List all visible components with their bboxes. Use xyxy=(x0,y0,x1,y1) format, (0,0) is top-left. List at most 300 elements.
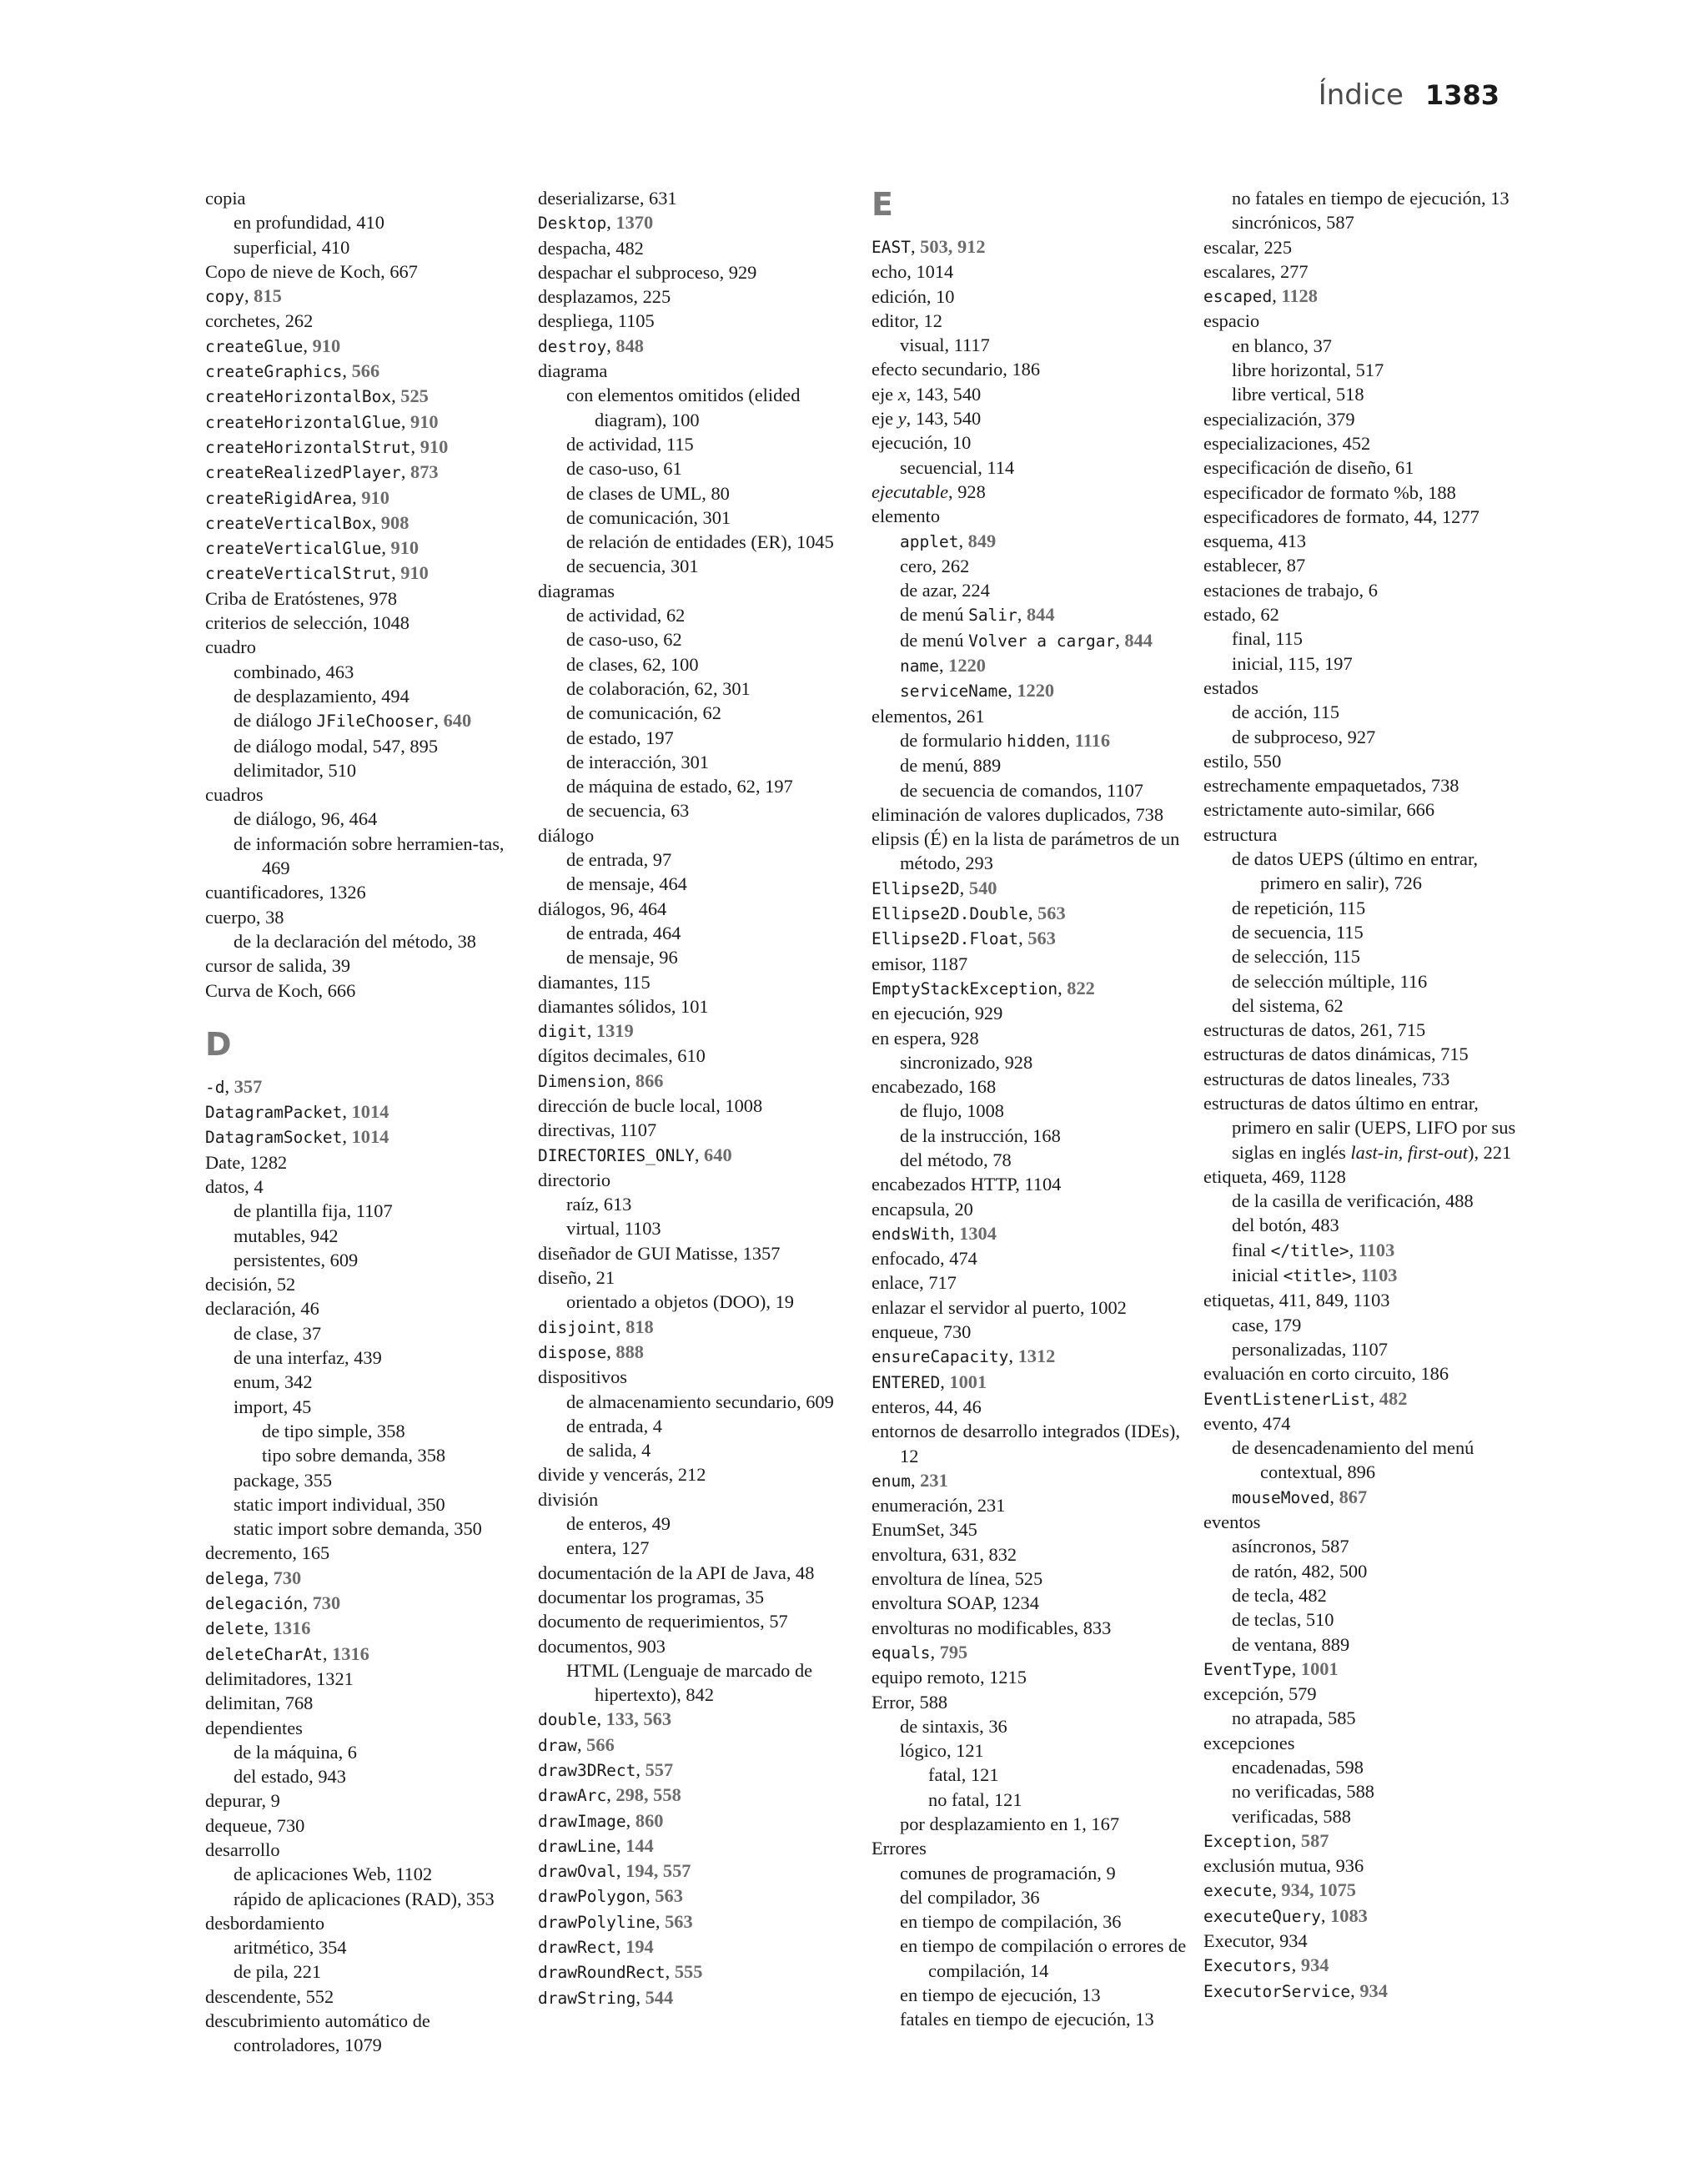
entry-text: de entrada, 464 xyxy=(566,922,681,943)
page-ref-bold: 1128 xyxy=(1281,285,1318,307)
entry-text: del compilador, 36 xyxy=(900,1886,1040,1908)
index-entry: de menú Salir, 844 xyxy=(900,604,1055,626)
index-entry xyxy=(1203,602,1520,626)
entry-text: de selección múltiple, 116 xyxy=(1232,970,1428,992)
index-entry: createGlue, 910 xyxy=(205,334,341,356)
index-entry xyxy=(872,357,1188,381)
index-entry xyxy=(538,1634,855,1658)
index-column-2 xyxy=(538,186,855,2010)
index-entry xyxy=(1203,1534,1520,1558)
page-ref-bold: 482 xyxy=(1379,1387,1408,1409)
entry-text: de sintaxis, 36 xyxy=(900,1715,1007,1737)
entry-text: cuadros xyxy=(205,784,264,806)
page-ref-bold: 587 xyxy=(1300,1829,1329,1851)
index-entry xyxy=(205,1935,522,1959)
index-entry xyxy=(872,1124,1188,1148)
page-ref-bold: 730 xyxy=(273,1567,302,1588)
index-entry xyxy=(538,1290,855,1314)
entry-text: de información sobre herramien-tas, 469 xyxy=(234,832,505,879)
page-ref-bold: 563 xyxy=(655,1885,683,1907)
index-entry xyxy=(538,677,855,701)
index-entry: digit, 1319 xyxy=(538,1020,634,1042)
index-entry xyxy=(538,1094,855,1118)
index-entry xyxy=(538,603,855,627)
index-entry: createHorizontalStrut, 910 xyxy=(205,435,449,457)
entry-text: divide y vencerás, 212 xyxy=(538,1464,706,1486)
entry-text: de entrada, 97 xyxy=(566,849,672,871)
page-ref-bold: 563 xyxy=(1027,928,1056,949)
entry-text: static import individual, 350 xyxy=(234,1493,445,1515)
index-entry xyxy=(205,1199,522,1223)
index-entry xyxy=(538,701,855,725)
index-entry xyxy=(205,832,522,881)
index-entry xyxy=(1203,700,1520,724)
entry-text: documentar los programas, 35 xyxy=(538,1586,765,1607)
index-entry: draw, 566 xyxy=(538,1733,615,1755)
index-entry xyxy=(872,1320,1188,1344)
page-ref-bold: 844 xyxy=(1026,604,1055,626)
index-entry xyxy=(872,1419,1188,1468)
entry-text: descendente, 552 xyxy=(205,1985,334,2007)
index-entry: equals, 795 xyxy=(872,1641,968,1662)
page-ref-bold: 357 xyxy=(234,1075,263,1097)
index-entry xyxy=(1203,1164,1520,1189)
index-entry xyxy=(205,1468,522,1492)
italic-text: x xyxy=(897,383,907,405)
index-entry xyxy=(872,1909,1188,1934)
entry-text: de clases, 62, 100 xyxy=(566,653,699,675)
index-column-3 xyxy=(872,186,1188,2032)
entry-text: cuantificadores, 1326 xyxy=(205,882,366,903)
index-entry xyxy=(1203,1607,1520,1632)
entry-text: de datos UEPS (último en entrar, primero en salir), 726 xyxy=(1232,848,1479,894)
entry-text: asíncronos, 587 xyxy=(1232,1536,1349,1557)
index-entry xyxy=(872,802,1188,827)
entry-text: tipo sobre demanda, 358 xyxy=(262,1445,446,1466)
entry-text: de tecla, 482 xyxy=(1232,1584,1327,1606)
entry-text: import, 45 xyxy=(234,1396,312,1417)
entry-text: de una interfaz, 439 xyxy=(234,1347,382,1369)
entry-text: diseñador de GUI Matisse, 1357 xyxy=(538,1242,781,1264)
page-ref-bold: 1220 xyxy=(1017,680,1055,702)
index-entry: Dimension, 866 xyxy=(538,1069,664,1091)
entry-text: de entrada, 4 xyxy=(566,1415,663,1436)
page-ref-bold: 795 xyxy=(939,1641,968,1662)
code-term: hidden xyxy=(1007,731,1066,751)
entry-text: ejecución, 10 xyxy=(872,432,972,454)
index-entry xyxy=(538,530,855,554)
index-entry xyxy=(872,1395,1188,1419)
entry-text: de almacenamiento secundario, 609 xyxy=(566,1391,834,1412)
code-term: ensureCapacity xyxy=(872,1347,1009,1367)
code-term: createHorizontalStrut xyxy=(205,437,411,457)
index-entry: Ellipse2D.Double, 563 xyxy=(872,903,1066,924)
code-term: Volver a cargar xyxy=(968,631,1116,651)
code-term: createHorizontalBox xyxy=(205,387,392,407)
entry-text: encabezado, 168 xyxy=(872,1076,997,1098)
entry-text: de secuencia de comandos, 1107 xyxy=(900,779,1144,801)
entry-text: estructura xyxy=(1203,823,1278,845)
index-entry xyxy=(538,872,855,896)
index-entry xyxy=(538,1168,855,1192)
entry-text: de azar, 224 xyxy=(900,580,990,601)
code-term: delegación xyxy=(205,1594,304,1614)
index-entry xyxy=(205,1150,522,1175)
index-entry xyxy=(538,1044,855,1068)
entry-text: Errores xyxy=(872,1838,927,1859)
entry-text-after: , 928 xyxy=(948,480,986,502)
index-entry xyxy=(1203,505,1520,529)
index-entry xyxy=(205,1370,522,1394)
code-term: name xyxy=(900,656,939,677)
index-entry: executeQuery, 1083 xyxy=(1203,1904,1368,1926)
index-entry: destroy, 848 xyxy=(538,334,644,356)
entry-text: de menú xyxy=(900,629,969,651)
entry-text-after: , 143, 540 xyxy=(906,383,982,405)
index-entry xyxy=(205,2009,522,2058)
entry-text: de pila, 221 xyxy=(234,1961,322,1983)
entry-text: de la instrucción, 168 xyxy=(900,1124,1061,1146)
entry-text: de acción, 115 xyxy=(1232,702,1340,723)
entry-text: de caso-uso, 61 xyxy=(566,458,682,480)
index-entry xyxy=(538,945,855,969)
index-entry: mouseMoved, 867 xyxy=(1232,1486,1368,1507)
entry-text-after: ), 221 xyxy=(1468,1141,1512,1163)
entry-text: elementos, 261 xyxy=(872,705,985,727)
code-term: Ellipse2D xyxy=(872,878,960,898)
index-entry xyxy=(872,1861,1188,1885)
code-term: escaped xyxy=(1203,287,1273,307)
entry-text: de tipo simple, 358 xyxy=(262,1420,405,1441)
page-ref-bold: 503, 912 xyxy=(920,236,986,257)
index-entry xyxy=(538,1512,855,1536)
section-letter: E xyxy=(872,186,893,223)
index-entry: execute, 934, 1075 xyxy=(1203,1879,1356,1901)
entry-text: estrechamente empaquetados, 738 xyxy=(1203,775,1459,797)
code-term: double xyxy=(538,1710,597,1730)
entry-text: Copo de nieve de Koch, 667 xyxy=(205,260,418,282)
entry-text: de secuencia, 115 xyxy=(1232,921,1364,943)
index-entry xyxy=(872,1542,1188,1567)
entry-text: esquema, 413 xyxy=(1203,531,1307,552)
entry-text: editor, 12 xyxy=(872,309,942,331)
index-entry xyxy=(1203,578,1520,602)
entry-text: descubrimiento automático de controladores, 1079 xyxy=(205,2010,430,2056)
entry-text: de la declaración del método, 38 xyxy=(234,930,476,952)
index-entry xyxy=(872,430,1188,455)
index-entry xyxy=(1203,358,1520,382)
entry-text: eliminación de valores duplicados, 738 xyxy=(872,803,1164,825)
entry-text: dependientes xyxy=(205,1717,303,1738)
page-ref-bold: 544 xyxy=(645,1986,674,2008)
index-entry xyxy=(1203,920,1520,944)
page-ref-bold: 1316 xyxy=(273,1617,311,1639)
entry-text: verificadas, 588 xyxy=(1232,1805,1351,1827)
code-term: drawLine xyxy=(538,1836,616,1856)
entry-text: de diálogo modal, 547, 895 xyxy=(234,735,439,757)
index-entry xyxy=(538,456,855,480)
page-ref-bold: 1001 xyxy=(1300,1657,1339,1679)
entry-text: diseño, 21 xyxy=(538,1267,615,1289)
index-entry xyxy=(538,1609,855,1633)
entry-text: de enteros, 49 xyxy=(566,1513,671,1535)
index-entry xyxy=(1203,1854,1520,1878)
index-entry xyxy=(872,455,1188,480)
index-entry xyxy=(205,1691,522,1715)
entry-text: de diálogo xyxy=(234,710,317,732)
code-term: drawRoundRect xyxy=(538,1963,666,1983)
entry-text: criterios de selección, 1048 xyxy=(205,612,409,634)
index-entry xyxy=(205,1541,522,1565)
index-entry xyxy=(872,1591,1188,1615)
page-ref-bold: 640 xyxy=(704,1144,732,1165)
entry-text: del sistema, 62 xyxy=(1232,994,1344,1016)
index-entry: DIRECTORIES_ONLY, 640 xyxy=(538,1144,732,1165)
index-entry xyxy=(538,1241,855,1265)
index-entry: createHorizontalBox, 525 xyxy=(205,385,429,407)
index-entry xyxy=(538,359,855,383)
page-ref-bold: 298, 558 xyxy=(615,1784,681,1806)
entry-text: estructuras de datos último en entrar, primero en salir (UEPS, LIFO por sus siglas en inglés xyxy=(1203,1092,1516,1163)
entry-text: desbordamiento xyxy=(205,1912,325,1934)
index-entry: serviceName, 1220 xyxy=(900,680,1055,702)
page-ref-bold: 566 xyxy=(586,1733,615,1755)
index-entry: createVerticalGlue, 910 xyxy=(205,537,419,559)
entry-text: entornos de desarrollo integrados (IDEs), 12 xyxy=(872,1421,1180,1466)
entry-text: emisor, 1187 xyxy=(872,953,968,974)
entry-text: en tiempo de compilación, 36 xyxy=(900,1911,1122,1933)
index-entry xyxy=(205,1248,522,1272)
entry-text: documentos, 903 xyxy=(538,1635,666,1657)
index-entry xyxy=(872,309,1188,333)
page-ref-bold: 849 xyxy=(967,530,997,551)
code-term: -d xyxy=(205,1077,225,1097)
page-ref-bold: 231 xyxy=(920,1469,948,1491)
entry-text: elipsis (É) en la lista de parámetros de un método, 293 xyxy=(872,828,1180,874)
index-entry: applet, 849 xyxy=(900,530,997,551)
index-entry xyxy=(538,309,855,333)
index-entry: enum, 231 xyxy=(872,1469,948,1491)
index-entry xyxy=(538,1414,855,1438)
entry-text: estado, 62 xyxy=(1203,604,1279,626)
code-term: Desktop xyxy=(538,214,607,234)
entry-text: etiqueta, 469, 1128 xyxy=(1203,1165,1346,1187)
index-entry xyxy=(538,1658,855,1708)
entry-text: estados xyxy=(1203,677,1258,698)
page-ref-bold: 1370 xyxy=(615,212,654,234)
code-term: DatagramPacket xyxy=(205,1103,343,1123)
entry-text: en ejecución, 929 xyxy=(872,1003,1003,1024)
entry-text: equipo remoto, 1215 xyxy=(872,1667,1027,1688)
entry-text: de selección, 115 xyxy=(1232,946,1360,968)
section-letter: D xyxy=(205,1025,232,1063)
entry-text: delimitador, 510 xyxy=(234,759,357,781)
page-ref-bold: 1001 xyxy=(949,1371,987,1392)
entry-text: establecer, 87 xyxy=(1203,555,1306,576)
index-entry xyxy=(205,905,522,929)
index-entry: delegación, 730 xyxy=(205,1592,341,1614)
index-entry: createHorizontalGlue, 910 xyxy=(205,410,439,432)
index-entry: ExecutorService, 934 xyxy=(1203,1979,1388,2001)
index-entry: Executors, 934 xyxy=(1203,1954,1329,1976)
index-entry xyxy=(205,1346,522,1370)
entry-text: efecto secundario, 186 xyxy=(872,359,1041,380)
entry-text: de la casilla de verificación, 488 xyxy=(1232,1190,1474,1212)
entry-text: enum, 342 xyxy=(234,1371,313,1393)
entry-text: encabezados HTTP, 1104 xyxy=(872,1174,1062,1195)
code-term: serviceName xyxy=(900,682,1008,702)
index-entry xyxy=(205,586,522,611)
index-entry xyxy=(872,704,1188,728)
entry-text: deserializarse, 631 xyxy=(538,188,677,209)
index-entry: de menú Volver a cargar, 844 xyxy=(900,629,1153,651)
entry-text: fatal, 121 xyxy=(928,1764,999,1786)
index-entry: drawRect, 194 xyxy=(538,1936,654,1958)
index-entry xyxy=(1203,210,1520,234)
index-entry xyxy=(205,1788,522,1813)
index-entry: createGraphics, 566 xyxy=(205,360,380,382)
entry-text: de desencadenamiento del menú contextual, 896 xyxy=(1232,1437,1474,1483)
entry-text: evaluación en corto circuito, 186 xyxy=(1203,1363,1449,1385)
code-term: ENTERED xyxy=(872,1372,941,1392)
index-entry xyxy=(872,1788,1188,1812)
index-entry xyxy=(872,753,1188,777)
entry-text: evento, 474 xyxy=(1203,1412,1291,1434)
entry-text: diamantes, 115 xyxy=(538,971,651,993)
page-ref-bold: 910 xyxy=(400,562,429,584)
page-ref-bold: 910 xyxy=(410,410,439,432)
index-entry xyxy=(538,994,855,1019)
index-entry xyxy=(1203,1091,1520,1164)
entry-text: lógico, 121 xyxy=(900,1740,984,1762)
page-ref-bold: 1304 xyxy=(959,1222,997,1244)
entry-text: virtual, 1103 xyxy=(566,1218,661,1240)
index-entry: deleteCharAt, 1316 xyxy=(205,1642,369,1664)
index-entry xyxy=(1203,1018,1520,1042)
page-ref-bold: 1316 xyxy=(332,1642,369,1664)
entry-text: cero, 262 xyxy=(900,555,970,576)
index-entry xyxy=(872,1295,1188,1320)
index-entry xyxy=(1203,1213,1520,1237)
index-entry xyxy=(205,1764,522,1788)
entry-text: eje xyxy=(872,383,898,405)
page-ref-bold: 873 xyxy=(410,461,439,483)
index-entry xyxy=(205,259,522,284)
index-entry xyxy=(538,726,855,750)
index-entry xyxy=(1203,1804,1520,1828)
entry-text: dirección de bucle local, 1008 xyxy=(538,1094,763,1116)
index-entry: disjoint, 818 xyxy=(538,1315,654,1337)
entry-text: documento de requerimientos, 57 xyxy=(538,1611,788,1632)
code-term: DatagramSocket xyxy=(205,1128,343,1148)
entry-text: Executor, 934 xyxy=(1203,1930,1308,1952)
index-entry xyxy=(1203,334,1520,358)
entry-text: de mensaje, 96 xyxy=(566,947,678,968)
index-entry xyxy=(1203,431,1520,455)
index-entry: delete, 1316 xyxy=(205,1617,311,1639)
page-ref-bold: 1312 xyxy=(1017,1346,1056,1367)
entry-text: corchetes, 262 xyxy=(205,310,314,332)
entry-text: de diálogo, 96, 464 xyxy=(234,808,378,830)
index-entry xyxy=(872,1983,1188,2007)
entry-text: encapsula, 20 xyxy=(872,1198,973,1220)
entry-text: especificación de diseño, 61 xyxy=(1203,457,1414,479)
entry-text: en profundidad, 410 xyxy=(234,212,384,234)
index-entry xyxy=(872,2007,1188,2031)
index-entry xyxy=(205,782,522,807)
entry-text: sincrónicos, 587 xyxy=(1232,212,1354,234)
entry-text: etiquetas, 411, 849, 1103 xyxy=(1203,1290,1390,1311)
entry-text: del botón, 483 xyxy=(1232,1215,1339,1236)
index-entry xyxy=(872,1197,1188,1221)
index-entry xyxy=(872,554,1188,578)
index-entry xyxy=(538,1192,855,1216)
index-entry: de diálogo JFileChooser, 640 xyxy=(234,710,472,732)
entry-text: diálogos, 96, 464 xyxy=(538,898,667,919)
index-entry xyxy=(1203,1067,1520,1091)
code-term: draw xyxy=(538,1735,577,1755)
index-entry: inicial <title>, 1103 xyxy=(1232,1265,1398,1286)
index-entry xyxy=(205,1296,522,1320)
code-term: drawArc xyxy=(538,1786,607,1806)
page-ref-bold: 1103 xyxy=(1360,1265,1398,1286)
page-ref-bold: 818 xyxy=(625,1315,654,1337)
entry-text: especializaciones, 452 xyxy=(1203,432,1371,454)
code-term: createRigidArea xyxy=(205,488,353,508)
index-entry: EventType, 1001 xyxy=(1203,1657,1339,1679)
entry-text: especialización, 379 xyxy=(1203,408,1355,430)
entry-text: de menú, 889 xyxy=(900,755,1002,777)
entry-text: combinado, 463 xyxy=(234,661,354,682)
entry-text: case, 179 xyxy=(1232,1314,1302,1335)
code-term: ExecutorService xyxy=(1203,1981,1351,2001)
code-term: EAST xyxy=(872,238,911,257)
index-entry: dispose, 888 xyxy=(538,1341,644,1362)
entry-text: dispositivos xyxy=(538,1366,628,1388)
entry-text: elemento xyxy=(872,506,941,527)
entry-text: Error, 588 xyxy=(872,1691,948,1713)
entry-text: espacio xyxy=(1203,310,1260,332)
entry-text: cursor de salida, 39 xyxy=(205,955,351,977)
index-entry xyxy=(538,554,855,578)
code-term: applet xyxy=(900,531,959,551)
index-entry xyxy=(1203,1583,1520,1607)
entry-text: no atrapada, 585 xyxy=(1232,1708,1356,1729)
index-entry: createVerticalStrut, 910 xyxy=(205,562,429,584)
index-entry xyxy=(872,1148,1188,1172)
index-entry xyxy=(538,1265,855,1290)
index-entry xyxy=(538,774,855,798)
index-entry xyxy=(1203,822,1520,847)
index-entry xyxy=(538,627,855,651)
entry-text: cuadro xyxy=(205,636,256,658)
page-ref-bold: 910 xyxy=(312,334,341,356)
index-entry xyxy=(205,978,522,1003)
entry-text: de mensaje, 464 xyxy=(566,873,687,895)
index-entry xyxy=(1203,309,1520,333)
index-entry xyxy=(538,579,855,603)
index-entry xyxy=(538,1462,855,1486)
entry-text: secuencial, 114 xyxy=(900,456,1015,478)
code-term: delega xyxy=(205,1568,264,1588)
index-entry xyxy=(205,210,522,234)
index-entry xyxy=(205,1321,522,1346)
page-ref-bold: 640 xyxy=(443,710,472,732)
entry-text: de ratón, 482, 500 xyxy=(1232,1560,1368,1582)
code-term: endsWith xyxy=(872,1224,950,1244)
index-entry: Desktop, 1370 xyxy=(538,212,654,234)
entry-text: en espera, 928 xyxy=(872,1027,979,1049)
